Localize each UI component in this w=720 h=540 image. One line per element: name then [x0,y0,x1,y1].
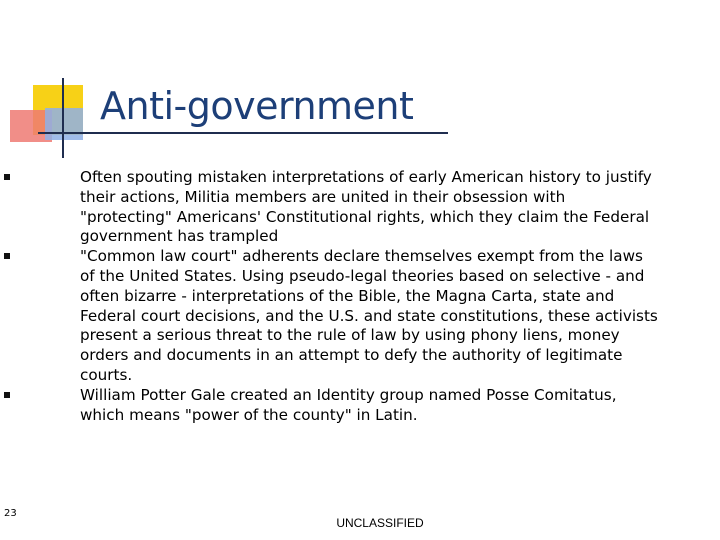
bullet-list [80,168,660,425]
bullet-marker-icon [4,174,10,180]
slide-title: Anti-government [100,84,414,128]
decor-horizontal-line [38,132,448,134]
classification-footer: UNCLASSIFIED [336,516,424,530]
bullet-text: Often spouting mistaken interpretations of early American history to justify their actions, Militia members are united in their obsession with "protecting" Americans' Constitutional rights, which they claim the Federal government has trampled [80,168,652,246]
bullet-marker-icon [4,253,10,259]
bullet-text: William Potter Gale created an Identity group named Posse Comitatus, which means "power of the county" in Latin. [80,385,617,424]
decor-blue-square [45,108,83,140]
bullet-item [80,168,660,247]
bullet-item [80,386,660,426]
decor-vertical-line [62,78,64,158]
slide-number: 23 [4,508,17,519]
bullet-text: "Common law court" adherents declare themselves exempt from the laws of the United States. Using pseudo-legal theories based on selective - and often bizarre - interpretations of the Bible, the Magna Carta, state and Federal court decisions, and the U.S. and state constitutions, these activists present a serious threat to the rule of law by using phony liens, money orders and documents in an attempt to defy the authority of legitimate courts. [80,247,658,384]
bullet-item [80,247,660,386]
bullet-marker-icon [4,392,10,398]
